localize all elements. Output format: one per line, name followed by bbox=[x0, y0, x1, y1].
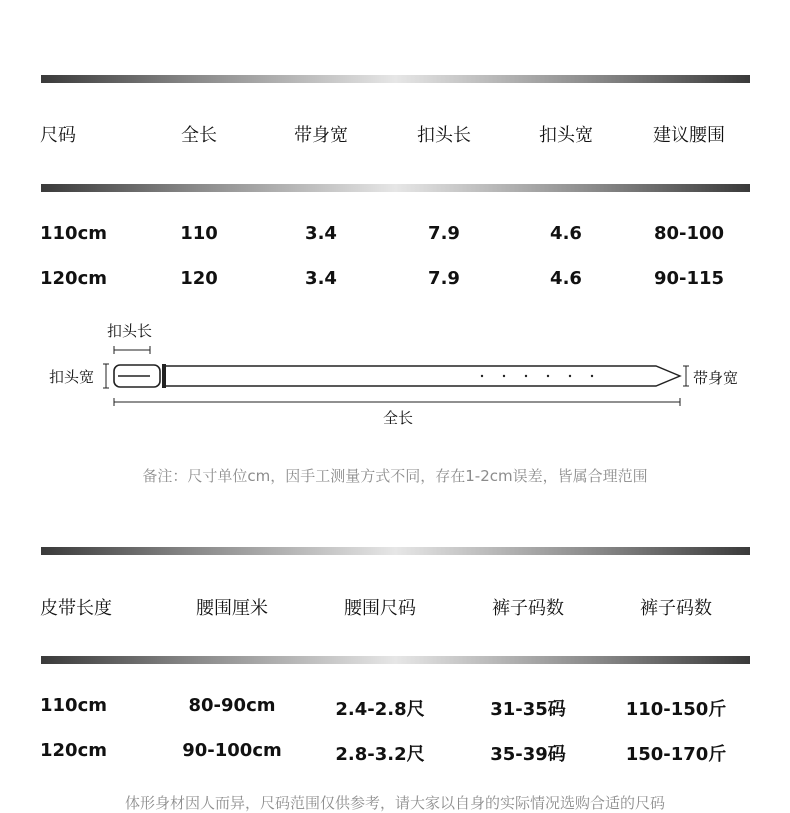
cell-size: 120cm bbox=[40, 268, 107, 289]
cell-recommended-waist: 80-100 bbox=[653, 223, 725, 244]
cell-waist-size: 2.4-2.8尺 bbox=[335, 699, 425, 720]
header-pants-size-2: 裤子码数 bbox=[640, 598, 712, 619]
header-recommended-waist: 建议腰围 bbox=[653, 125, 725, 146]
buckle-width-label: 扣头宽 bbox=[49, 368, 95, 386]
cell-strap-width: 3.4 bbox=[305, 223, 337, 244]
footer-note: 体形身材因人而异，尺码范围仅供参考，请大家以自身的实际情况选购合适的尺码 bbox=[124, 794, 666, 812]
cell-buckle-width: 4.6 bbox=[550, 268, 582, 289]
cell-size: 110cm bbox=[40, 223, 107, 244]
cell-pants-size: 35-39码 bbox=[490, 744, 566, 765]
cell-buckle-width: 4.6 bbox=[550, 223, 582, 244]
header-buckle-width: 扣头宽 bbox=[539, 125, 593, 146]
cell-pants-size: 31-35码 bbox=[490, 699, 566, 720]
cell-waist-cm: 90-100cm bbox=[182, 740, 282, 761]
header-waist-size: 腰围尺码 bbox=[344, 598, 416, 619]
cell-total-length: 120 bbox=[180, 268, 218, 289]
cell-buckle-length: 7.9 bbox=[428, 223, 460, 244]
cell-total-length: 110 bbox=[180, 223, 218, 244]
divider-bar bbox=[41, 656, 750, 664]
cell-buckle-length: 7.9 bbox=[428, 268, 460, 289]
header-total-length: 全长 bbox=[181, 125, 217, 146]
divider-bar bbox=[41, 547, 750, 555]
cell-belt-length: 120cm bbox=[40, 740, 107, 761]
header-pants-size: 裤子码数 bbox=[492, 598, 564, 619]
cell-waist-size: 2.8-3.2尺 bbox=[335, 744, 425, 765]
cell-waist-cm: 80-90cm bbox=[188, 695, 276, 716]
cell-strap-width: 3.4 bbox=[305, 268, 337, 289]
buckle-length-label: 扣头长 bbox=[107, 322, 153, 340]
strap-width-label: 带身宽 bbox=[693, 369, 739, 387]
header-strap-width: 带身宽 bbox=[294, 125, 348, 146]
measurement-note: 备注：尺寸单位cm，因手工测量方式不同，存在1-2cm误差，皆属合理范围 bbox=[142, 467, 648, 485]
cell-recommended-waist: 90-115 bbox=[653, 268, 725, 289]
total-length-label: 全长 bbox=[382, 409, 414, 427]
header-size: 尺码 bbox=[40, 125, 76, 146]
cell-weight: 110-150斤 bbox=[625, 699, 727, 720]
cell-weight: 150-170斤 bbox=[625, 744, 727, 765]
header-waist-cm: 腰围厘米 bbox=[196, 598, 268, 619]
cell-belt-length: 110cm bbox=[40, 695, 107, 716]
header-belt-length: 皮带长度 bbox=[40, 598, 112, 619]
header-buckle-length: 扣头长 bbox=[417, 125, 471, 146]
